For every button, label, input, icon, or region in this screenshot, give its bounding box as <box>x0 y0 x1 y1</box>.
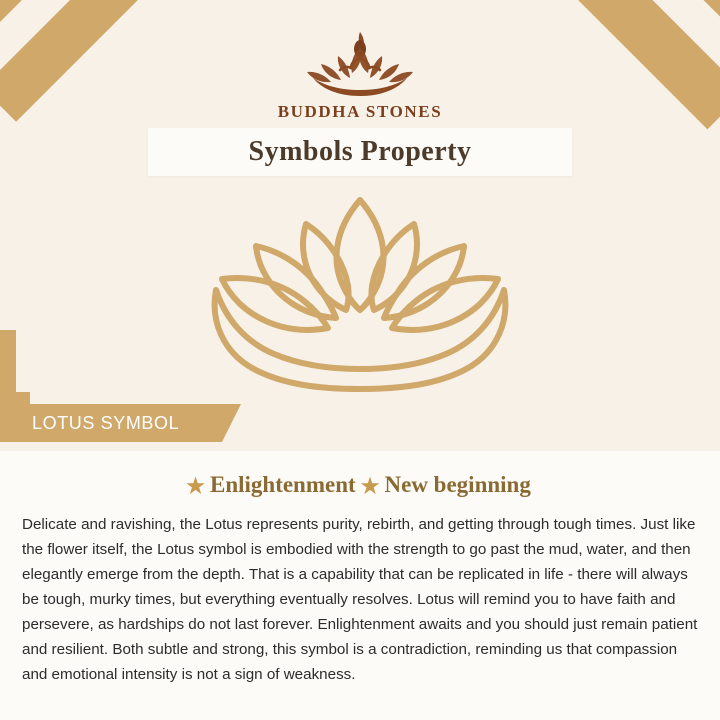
brand-logo <box>0 26 720 122</box>
lotus-symbol-tab-label: LOTUS SYMBOL <box>32 412 180 433</box>
headline-left-text: Enlightenment <box>209 472 356 497</box>
headline <box>0 472 720 498</box>
description-paragraph: Delicate and ravishing, the Lotus represents purity, rebirth, and getting through tough times. Just like the flower itself, the Lotus symbol is embodied with the strength to go past the mud, water, and then elegantly emerge from the depth. That is a capability that can be replicated in life - there will always be tough, murky times, but everything eventually resolves. Lotus will remind you to have faith and persevere, as hardships do not last forever. Enlightenment awaits and you should just remain patient and resilient. Both subtle and strong, this symbol is a contradiction, reminding us that compassion and emotional intensity is not a sign of weakness. <box>22 516 698 683</box>
headline-right-text: New beginning <box>384 472 531 497</box>
description-panel <box>0 451 720 720</box>
star-icon-middle: ★ <box>360 473 380 498</box>
lotus-meditation-figure-icon <box>275 26 445 98</box>
lotus-symbol-tab <box>0 404 222 442</box>
page-title: Symbols Property <box>248 136 472 167</box>
lotus-flower-illustration <box>150 186 570 396</box>
page-title-banner <box>148 128 572 176</box>
edge-decoration-left <box>0 330 16 392</box>
star-icon-left: ★ <box>186 473 205 498</box>
brand-name: BUDDHA STONES <box>277 102 443 121</box>
